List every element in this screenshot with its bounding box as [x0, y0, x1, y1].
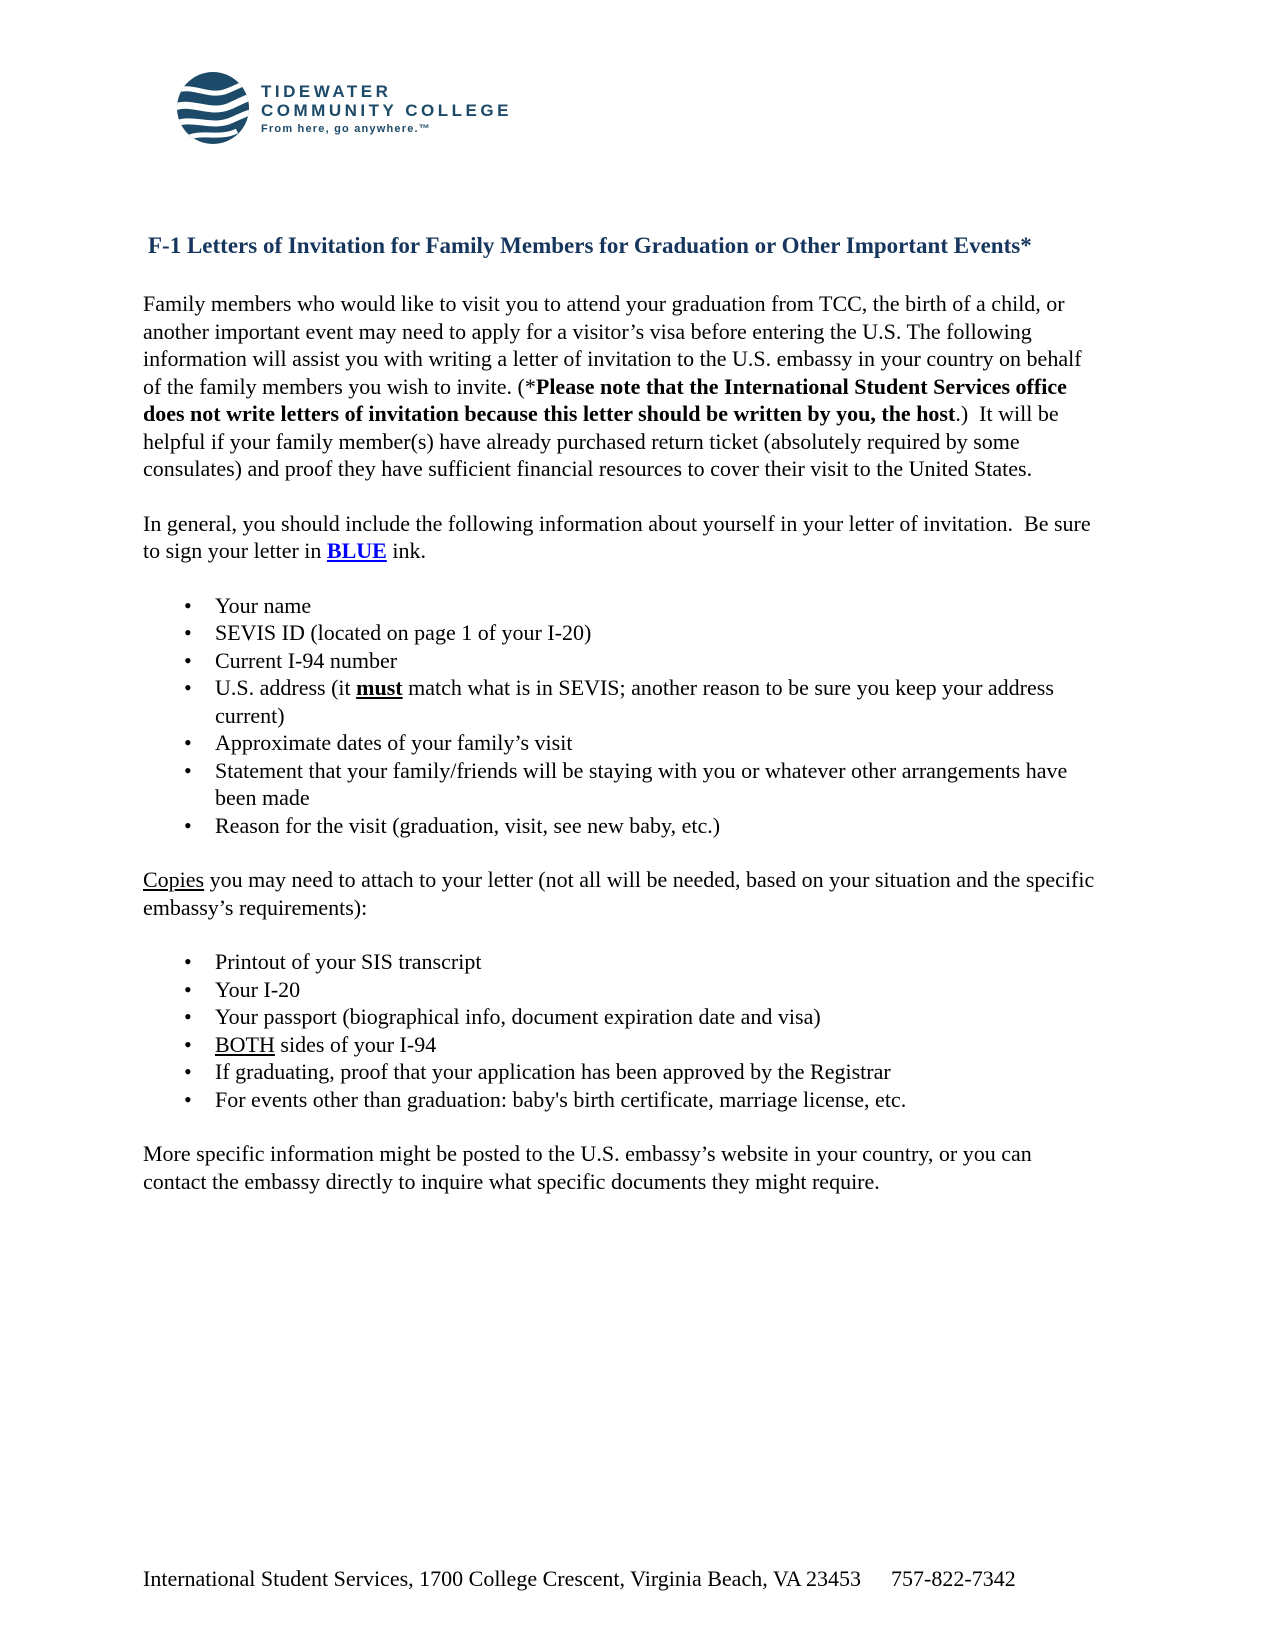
paragraph-general: [143, 510, 1095, 565]
paragraph-intro: [143, 290, 1095, 483]
footer-phone: 757-822-7342: [891, 1566, 1016, 1591]
logo-tagline: From here, go anywhere.™: [261, 122, 432, 135]
list-item: [215, 1031, 1095, 1059]
list-item-text: Your I-20: [215, 976, 301, 1002]
attachments-list: [143, 948, 1095, 1113]
footer-address: International Student Services, 1700 College Crescent, Virginia Beach, VA 23453: [143, 1566, 862, 1591]
letter-info-list: [143, 592, 1095, 840]
list-item-text: match what is in SEVIS; another reason to be sure you keep your address current): [215, 675, 1060, 728]
document-title: F-1 Letters of Invitation for Family Members for Graduation or Other Important Events*: [148, 233, 1032, 258]
list-item: [215, 674, 1095, 729]
list-item: [215, 757, 1095, 812]
document-content: [143, 72, 1100, 1195]
tcc-logo: [177, 72, 1095, 144]
list-item-text: SEVIS ID (located on page 1 of your I-20): [215, 620, 592, 645]
list-item-text: Approximate dates of your family’s visit: [215, 730, 573, 755]
list-item: [215, 619, 1095, 647]
tcc-globe-icon: [177, 72, 249, 144]
list-item-text: sides of your I-94: [274, 1031, 437, 1057]
intro-text-after: .) It will be helpful if your family member(s) have already purchased return ticket (absolutely required by some consulates) and proof they have sufficient financial resources to cover their visit to the United States.: [143, 401, 1065, 481]
list-item-emphasis: must: [356, 675, 403, 700]
list-item: [215, 1058, 1095, 1086]
list-item: [215, 1086, 1095, 1114]
logo-name-line2: COMMUNITY COLLEGE: [261, 100, 512, 120]
list-item-text: Reason for the visit (graduation, visit, see new baby, etc.): [215, 812, 721, 838]
list-item: [215, 647, 1095, 675]
list-item-text: If graduating, proof that your application has been approved by the Registrar: [215, 1059, 891, 1084]
list-item: [215, 592, 1095, 620]
list-item-emphasis: BOTH: [215, 1031, 275, 1057]
list-item-text: Statement that your family/friends will be staying with you or whatever other arrangements have been made: [215, 757, 1073, 810]
general-text: In general, you should include the following information about yourself in your letter of invitation. Be sure to sign your letter in: [143, 510, 1097, 563]
list-item-text: Your name: [215, 592, 312, 618]
list-item-text: Your passport (biographical info, document expiration date and visa): [215, 1004, 821, 1029]
copies-text: you may need to attach to your letter (not all will be needed, based on your situation and the specific embassy’s requirements):: [143, 867, 1100, 920]
paragraph-copies: [143, 866, 1100, 921]
tcc-logo-text: [261, 82, 512, 135]
intro-bold-note: Please note that the International Student Services office does not write letters of invitation because this letter should be written by you, the host: [143, 373, 1073, 426]
list-item-text: U.S. address (it: [215, 675, 357, 700]
intro-text: Family members who would like to visit you to attend your graduation from TCC, the birth of a child, or another important event may need to apply for a visitor’s visa before entering the U.S. The following information will assist you with writing a letter of invitation to the U.S. embassy in your country on behalf of the family members you wish to invite. (*: [143, 291, 1088, 399]
list-item: [215, 729, 1095, 757]
list-item: [215, 948, 1095, 976]
logo-name-line1: TIDEWATER: [261, 81, 392, 101]
list-item: [215, 812, 1095, 840]
list-item-text: Current I-94 number: [215, 647, 398, 673]
copies-underlined-word: Copies: [143, 867, 205, 892]
paragraph-closing: More specific information might be posted to the U.S. embassy’s website in your country, or you can contact the embassy directly to inquire what specific documents they might require.: [143, 1141, 1038, 1194]
general-text-after: ink.: [386, 538, 426, 563]
list-item-text: For events other than graduation: baby's birth certificate, marriage license, etc.: [215, 1086, 907, 1112]
list-item-text: Printout of your SIS transcript: [215, 949, 482, 974]
list-item: [215, 976, 1095, 1004]
list-item: [215, 1003, 1095, 1031]
blue-ink-link[interactable]: BLUE: [326, 538, 387, 563]
document-footer: [143, 1566, 1016, 1592]
